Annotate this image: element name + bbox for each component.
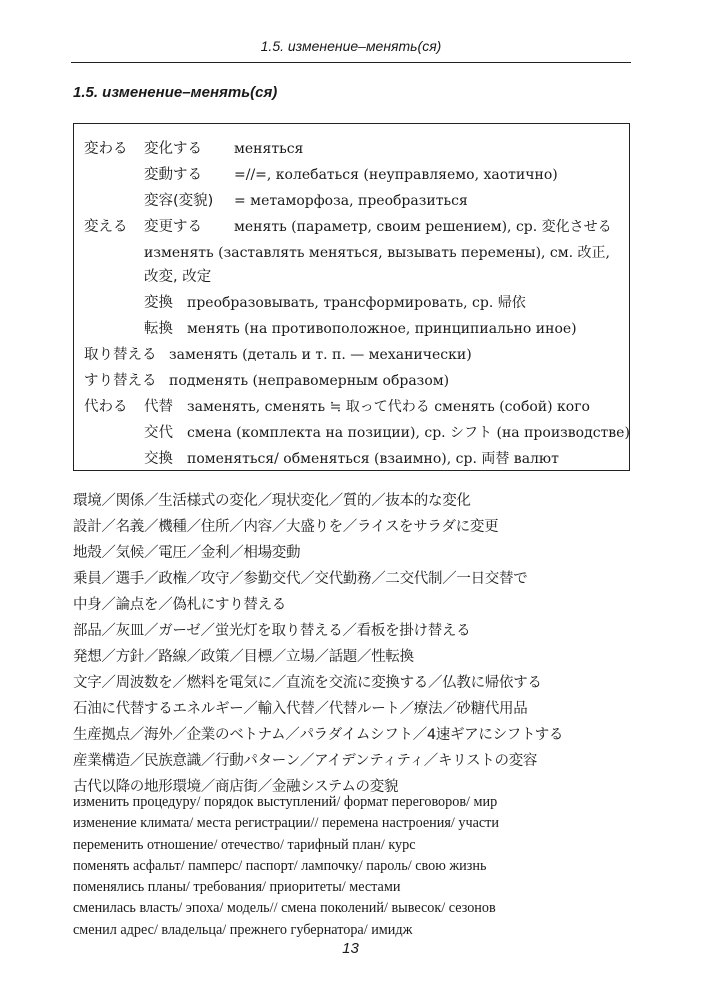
entry-meaning: = метаморфоза, преобразиться <box>234 193 468 209</box>
entry-word: 変容(変貌) <box>144 193 214 209</box>
entry-word: 変更する <box>144 219 202 235</box>
translation-list <box>73 792 628 941</box>
compound-line: 中身／論点を／偽札にすり替える <box>73 597 286 613</box>
entry-word: 変換 <box>144 295 173 311</box>
entry-word: 交換 <box>144 451 173 467</box>
compound-line: 環境／関係／生活様式の変化／現状変化／質的／抜本的な変化 <box>73 493 471 509</box>
compound-line: 石油に代替するエネルギー／輸入代替／代替ルート／療法／砂糖代用品 <box>73 701 528 717</box>
entry-head: 変える <box>84 219 128 235</box>
compound-line: 設計／名義／機種／住所／内容／大盛りを／ライスをサラダに変更 <box>73 519 499 535</box>
compound-list <box>73 488 628 800</box>
entry-word: 交代 <box>144 425 173 441</box>
entry-word: 変化する <box>144 141 202 157</box>
translation-line: сменил адрес/ владельца/ прежнего губернатора/ имидж <box>73 921 413 938</box>
entry-word: 変動する <box>144 167 202 183</box>
entry-meaning: поменяться/ обменяться (взаимно), ср. 両替 валют <box>187 451 559 467</box>
entry-meaning: смена (комплекта на позиции), ср. シフト (на производстве) <box>187 425 630 441</box>
compound-line: 古代以降の地形環境／商店街／金融システムの変貌 <box>73 779 399 795</box>
entry-meaning: 改変, 改定 <box>144 269 212 285</box>
entry-head: 取り替える <box>84 347 157 363</box>
entry-head: 変わる <box>84 141 128 157</box>
translation-line: поменять асфальт/ памперс/ паспорт/ лампочку/ пароль/ свою жизнь <box>73 857 487 874</box>
compound-line: 文字／周波数を／燃料を電気に／直流を交流に変換する／仏教に帰依する <box>73 675 542 691</box>
section-title: 1.5. изменение–менять(ся) <box>73 84 278 101</box>
vocab-box <box>73 123 630 471</box>
entry-meaning: заменять, сменять ≒ 取って代わる сменять (собой) кого <box>187 399 590 415</box>
translation-line: изменить процедуру/ порядок выступлений/ формат переговоров/ мир <box>73 794 498 810</box>
entry-meaning: заменять (деталь и т. п. — механически) <box>169 347 472 363</box>
entry-meaning: меняться <box>234 141 304 157</box>
entry-head: 代わる <box>84 399 128 415</box>
translation-line: изменение климата/ места регистрации// перемена настроения/ участи <box>73 815 499 832</box>
compound-line: 産業構造／民族意識／行動パターン／アイデンティティ／キリストの変容 <box>73 753 538 769</box>
entry-word: 代替 <box>144 399 173 415</box>
compound-line: 乗員／選手／政権／攻守／参勤交代／交代勤務／二交代制／一日交替で <box>73 571 528 587</box>
entry-word: 転換 <box>144 321 173 337</box>
compound-line: 地殻／気候／電圧／金利／相場変動 <box>73 545 301 561</box>
entry-meaning: менять (параметр, своим решением), ср. 変化させる <box>234 219 612 235</box>
page-number: 13 <box>342 940 359 957</box>
translation-line: переменить отношение/ отечество/ тарифный план/ курс <box>73 836 416 853</box>
translation-line: сменилась власть/ эпоха/ модель// смена поколений/ вывесок/ сезонов <box>73 900 496 917</box>
entry-head: すり替える <box>84 373 157 389</box>
compound-line: 発想／方針／路線／政策／目標／立場／話題／性転換 <box>73 649 414 665</box>
compound-line: 部品／灰皿／ガーゼ／蛍光灯を取り替える／看板を掛け替える <box>73 623 471 639</box>
translation-line: поменялись планы/ требования/ приоритеты/ местами <box>73 879 401 896</box>
entry-meaning: преобразовывать, трансформировать, ср. 帰依 <box>187 295 526 311</box>
entry-meaning: изменять (заставлять меняться, вызывать перемены), см. 改正, <box>144 245 611 261</box>
running-header: 1.5. изменение–менять(ся) <box>260 38 442 54</box>
entry-meaning: менять (на противоположное, принципиально иное) <box>187 321 577 337</box>
entry-meaning: =//=, колебаться (неуправляемо, хаотично) <box>234 167 558 183</box>
entry-meaning: подменять (неправомерным образом) <box>169 373 450 389</box>
header-rule <box>71 62 631 63</box>
compound-line: 生産拠点／海外／企業のベトナム／パラダイムシフト／4速ギアにシフトする <box>73 727 564 743</box>
